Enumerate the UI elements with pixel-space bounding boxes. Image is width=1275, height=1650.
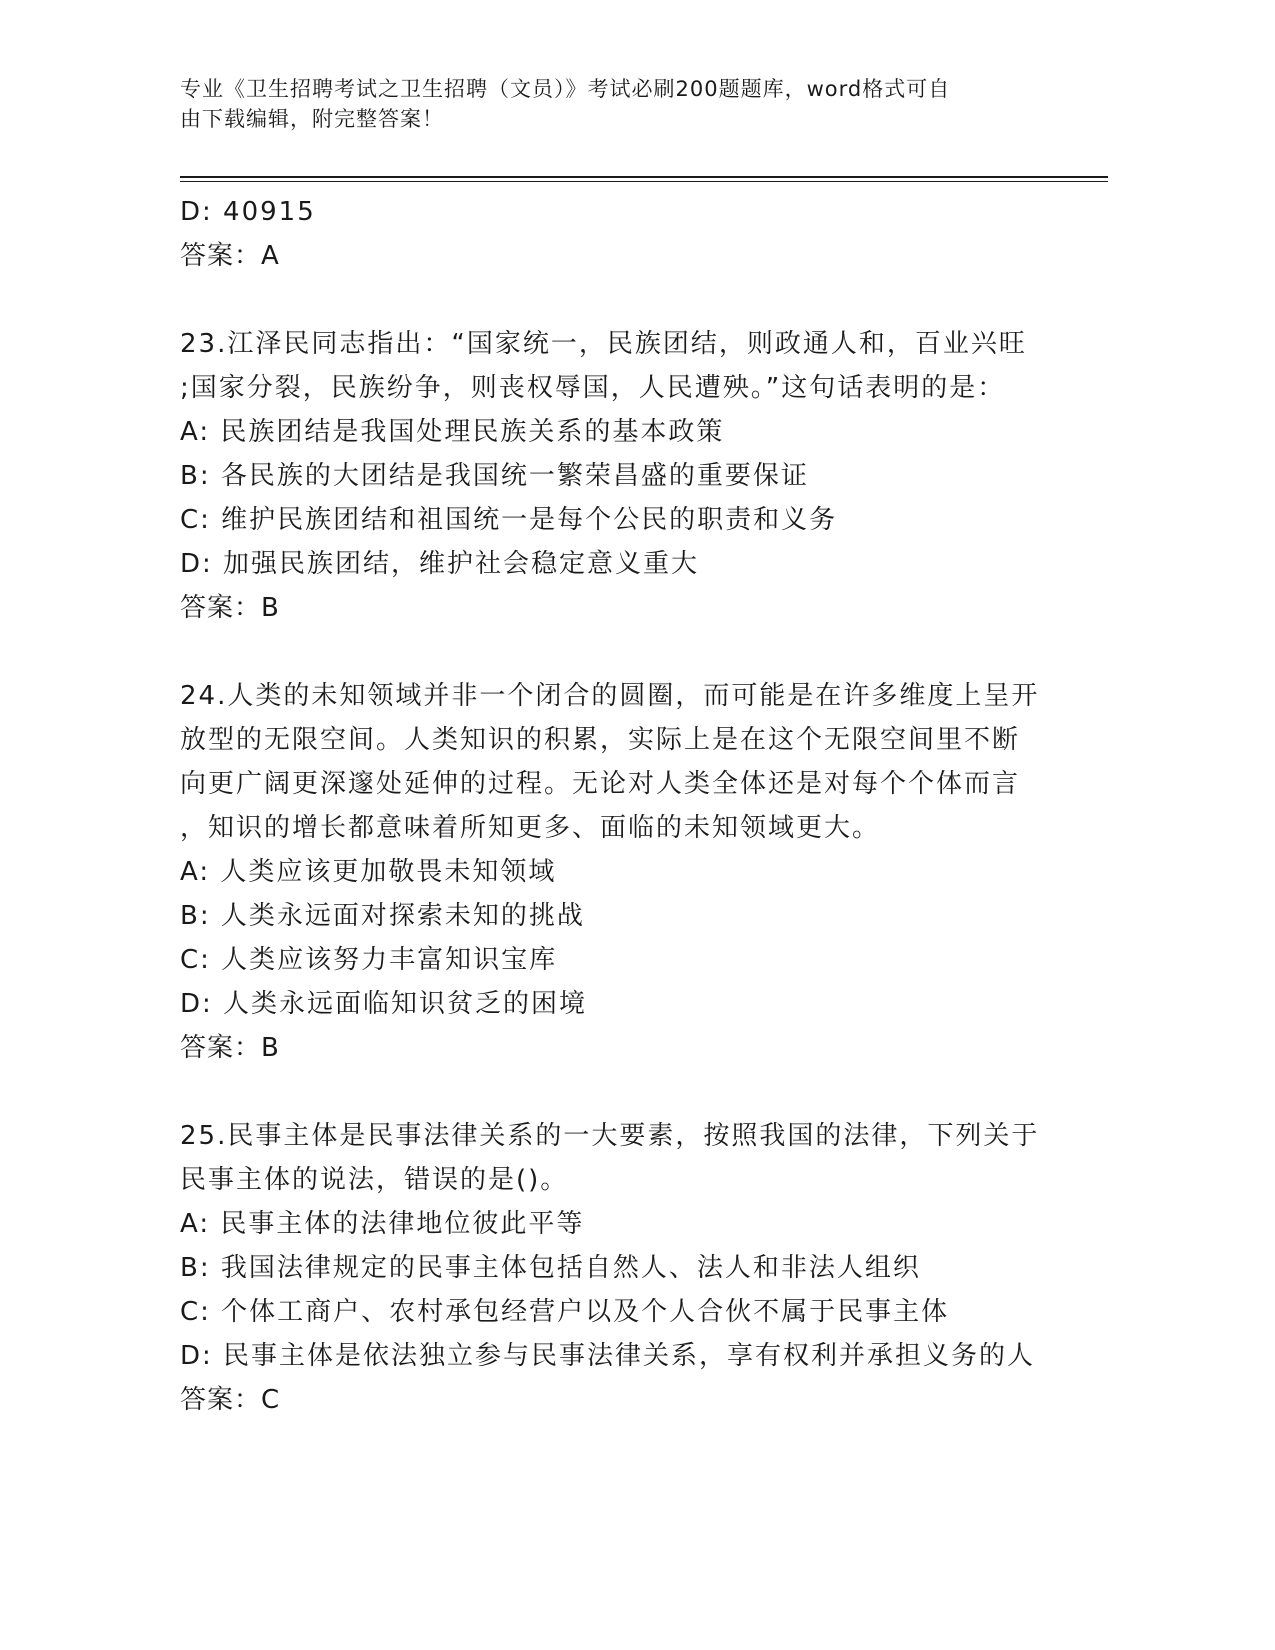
header-divider-thin [180,181,1108,182]
question-text: ;国家分裂，民族纷争，则丧权辱国，人民遭殃。”这句话表明的是： [180,373,1006,403]
question-block-prev [180,190,1040,278]
answer-line: 答案：A [180,241,280,271]
option-a: A: 人类应该更加敬畏未知领域 [180,857,557,887]
option-c: C: 人类应该努力丰富知识宝库 [180,945,558,975]
spacer [180,630,1040,674]
option-b: B: 各民族的大团结是我国统一繁荣昌盛的重要保证 [180,461,809,491]
question-text: 放型的无限空间。人类知识的积累，实际上是在这个无限空间里不断 [180,725,1021,755]
spacer [180,278,1040,322]
question-text: ，知识的增长都意味着所知更多、面临的未知领域更大。 [180,813,881,843]
option-b: B: 我国法律规定的民事主体包括自然人、法人和非法人组织 [180,1253,921,1283]
option-d: D: 加强民族团结，维护社会稳定意义重大 [180,549,700,579]
header-line-1: 专业《卫生招聘考试之卫生招聘（文员）》考试必刷200题题库，word格式可自 [180,77,951,101]
question-text: 23.江泽民同志指出：“国家统一，民族团结，则政通人和，百业兴旺 [180,329,1027,359]
option-a: A: 民族团结是我国处理民族关系的基本政策 [180,417,725,447]
option-c: C: 个体工商户、农村承包经营户以及个人合伙不属于民事主体 [180,1297,950,1327]
answer-line: 答案：B [180,1033,280,1063]
header-divider-thick [180,176,1108,178]
document-header [180,74,1040,134]
question-block-23 [180,322,1040,630]
answer-line: 答案：B [180,593,280,623]
question-list [180,190,1040,1422]
question-text: 民事主体的说法，错误的是()。 [180,1165,569,1195]
option-d: D: 民事主体是依法独立参与民事法律关系，享有权利并承担义务的人 [180,1341,1036,1371]
option-d: D: 人类永远面临知识贫乏的困境 [180,989,588,1019]
question-text: 25.民事主体是民事法律关系的一大要素，按照我国的法律，下列关于 [180,1121,1040,1151]
option-d: D: 40915 [180,197,316,227]
spacer [180,1070,1040,1114]
option-b: B: 人类永远面对探索未知的挑战 [180,901,585,931]
option-c: C: 维护民族团结和祖国统一是每个公民的职责和义务 [180,505,838,535]
header-line-2: 由下载编辑，附完整答案！ [180,107,444,131]
question-text: 24.人类的未知领域并非一个闭合的圆圈，而可能是在许多维度上呈开 [180,681,1040,711]
option-a: A: 民事主体的法律地位彼此平等 [180,1209,585,1239]
answer-line: 答案：C [180,1385,281,1415]
question-text: 向更广阔更深邃处延伸的过程。无论对人类全体还是对每个个体而言 [180,769,1021,799]
question-block-24 [180,674,1040,1070]
question-block-25 [180,1114,1040,1422]
